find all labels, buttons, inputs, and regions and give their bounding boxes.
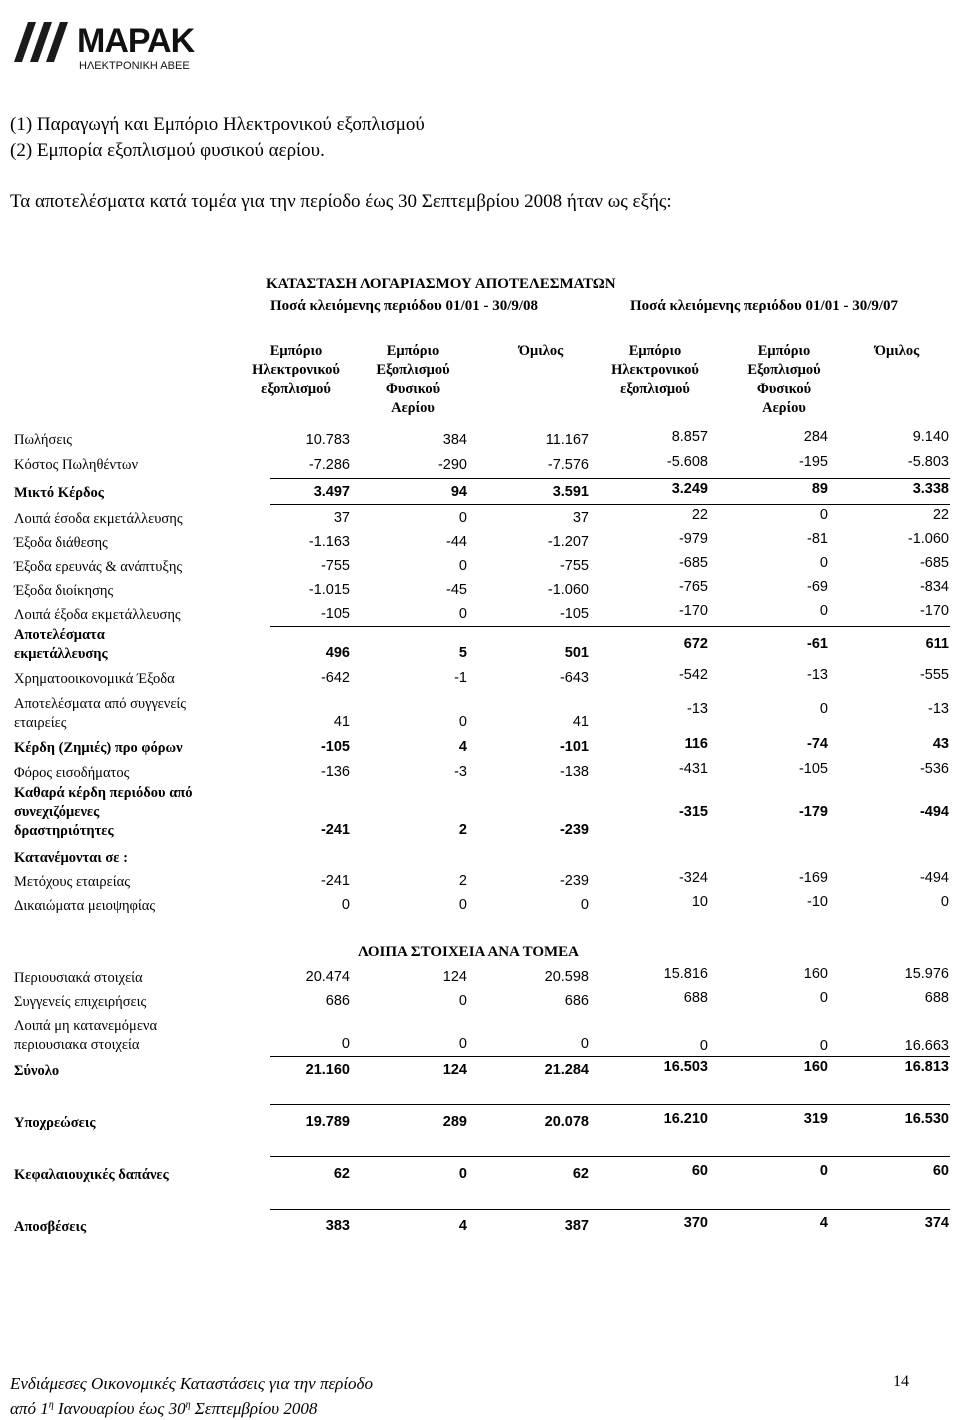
income-row-14-label-line-3: δραστηριότητες <box>14 823 114 839</box>
income-row-3-value-2: 94 <box>450 484 467 500</box>
income-row-8-value-4: -170 <box>678 603 708 619</box>
income-row-5-value-3: -1.207 <box>547 534 589 550</box>
segments-row-7-value-5: 4 <box>819 1215 828 1231</box>
segments-row-6-value-1: 62 <box>333 1166 350 1182</box>
income-row-9-value-2: 5 <box>458 645 467 661</box>
segments-row-5-value-1: 19.789 <box>305 1114 350 1130</box>
column-header-2-line-1: Εμπόριο <box>386 343 440 359</box>
segments-row-5-value-6: 16.530 <box>904 1111 949 1127</box>
segments-row-2-value-6: 688 <box>924 990 949 1006</box>
income-row-3-label: Μικτό Κέρδος <box>14 485 104 501</box>
income-row-5-value-4: -979 <box>678 531 708 547</box>
income-row-11-value-4: -13 <box>687 701 708 717</box>
income-row-11-value-5: 0 <box>819 701 828 717</box>
income-row-1-value-6: 9.140 <box>912 429 949 445</box>
income-row-8-label: Λοιπά έξοδα εκμετάλλευσης <box>14 607 181 623</box>
segments-row-2-value-5: 0 <box>819 990 828 1006</box>
income-row-15-label: Κατανέμονται σε : <box>14 850 128 866</box>
period-heading-2008: Ποσά κλειόμενης περιόδου 01/01 - 30/9/08 <box>270 298 539 314</box>
footer-period-text: από $1^\eta$ Ιανουαρίου έως $30^\eta$ Σεπτεμβρίου 2008 <box>10 1398 318 1418</box>
segments-row-4-value-3: 21.284 <box>544 1062 589 1078</box>
income-row-1-label: Πωλήσεις <box>14 432 73 448</box>
income-row-8-value-1: -105 <box>320 606 350 622</box>
income-row-2-value-1: -7.286 <box>308 457 350 473</box>
income-row-12-value-3: -101 <box>559 739 589 755</box>
income-row-4-value-2: 0 <box>458 510 467 526</box>
income-row-14-value-5: -179 <box>798 804 828 820</box>
income-row-14-value-3: -239 <box>559 822 589 838</box>
income-row-2-value-4: -5.608 <box>666 454 708 470</box>
income-row-12-value-2: 4 <box>458 739 467 755</box>
income-row-16-label: Μετόχους εταιρείας <box>14 874 130 890</box>
column-header-5-line-3: Φυσικού <box>756 381 812 397</box>
column-header-5-line-1: Εμπόριο <box>757 343 811 359</box>
income-row-4-rule <box>270 504 950 505</box>
income-row-1-value-5: 284 <box>803 429 828 445</box>
income-row-17-value-2: 0 <box>458 897 467 913</box>
income-statement-title: ΚΑΤΑΣΤΑΣΗ ΛΟΓΑΡΙΑΣΜΟΥ ΑΠΟΤΕΛΕΣΜΑΤΩΝ <box>266 276 616 292</box>
income-row-14-value-2: 2 <box>458 822 467 838</box>
income-row-6-value-6: -685 <box>919 555 949 571</box>
income-row-10-value-5: -13 <box>807 667 828 683</box>
income-row-5-value-1: -1.163 <box>308 534 350 550</box>
segments-row-3-value-1: 0 <box>341 1036 350 1052</box>
segments-row-1-value-4: 15.816 <box>663 966 708 982</box>
footer-title-line-2 <box>10 1394 317 1420</box>
segments-row-3-value-4: 0 <box>699 1038 708 1054</box>
segments-row-2-value-1: 686 <box>325 993 350 1009</box>
segments-row-1-value-2: 124 <box>442 969 467 985</box>
income-row-9-rule <box>270 626 950 627</box>
segments-row-1-value-5: 160 <box>803 966 828 982</box>
column-header-1-line-1: Εμπόριο <box>269 343 323 359</box>
column-header-4-line-2: Ηλεκτρονικού <box>611 362 699 378</box>
page-number: 14 <box>893 1373 909 1390</box>
income-row-7-label: Έξοδα διοίκησης <box>14 583 114 599</box>
column-header-4-line-3: εξοπλισμού <box>620 381 690 397</box>
logo-name: ΜΑΡΑΚ <box>77 22 195 60</box>
income-row-11-value-3: 41 <box>572 714 589 730</box>
income-row-7-value-3: -1.060 <box>547 582 589 598</box>
segments-row-1-value-1: 20.474 <box>305 969 350 985</box>
income-row-12-value-4: 116 <box>684 736 708 752</box>
income-row-5-value-6: -1.060 <box>907 531 949 547</box>
income-row-17-label: Δικαιώματα μειοψηφίας <box>14 898 156 914</box>
footer-title-line-1: Ενδιάμεσες Οικονομικές Καταστάσεις για την περίοδο <box>10 1374 373 1393</box>
income-row-11-value-2: 0 <box>458 714 467 730</box>
segments-row-3-label-line-1: Λοιπά μη κατανεμόμενα <box>14 1018 158 1034</box>
income-row-13-label: Φόρος εισοδήματος <box>14 765 130 781</box>
income-row-16-value-3: -239 <box>559 873 589 889</box>
segments-row-3-value-2: 0 <box>458 1036 467 1052</box>
segments-row-4-value-1: 21.160 <box>305 1062 350 1078</box>
income-row-8-value-3: -105 <box>559 606 589 622</box>
income-row-16-value-6: -494 <box>919 870 949 886</box>
segments-row-2-value-2: 0 <box>458 993 467 1009</box>
income-row-6-value-1: -755 <box>320 558 350 574</box>
income-row-3-value-6: 3.338 <box>912 481 949 497</box>
income-row-10-value-2: -1 <box>454 670 467 686</box>
segments-row-7-value-6: 374 <box>924 1215 949 1231</box>
segments-row-6-rule <box>270 1156 950 1157</box>
income-row-17-value-4: 10 <box>691 894 708 910</box>
segments-row-1-value-3: 20.598 <box>544 969 589 985</box>
income-row-9-value-1: 496 <box>325 645 350 661</box>
income-row-8-value-6: -170 <box>919 603 949 619</box>
income-row-7-value-4: -765 <box>678 579 708 595</box>
income-row-4-value-4: 22 <box>691 507 708 523</box>
segments-row-6-value-4: 60 <box>691 1163 708 1179</box>
income-row-16-value-2: 2 <box>458 873 467 889</box>
segments-row-6-value-6: 60 <box>932 1163 949 1179</box>
income-row-1-value-1: 10.783 <box>305 432 350 448</box>
segments-row-3-label-line-2: περιουσιακα στοιχεία <box>14 1037 140 1053</box>
income-row-12-label: Κέρδη (Ζημιές) προ φόρων <box>14 740 183 756</box>
income-row-3-rule <box>270 478 950 479</box>
segments-row-1-value-6: 15.976 <box>904 966 949 982</box>
income-row-7-value-2: -45 <box>446 582 467 598</box>
income-row-2-value-5: -195 <box>798 454 828 470</box>
income-row-4-label: Λοιπά έσοδα εκμετάλλευσης <box>14 511 183 527</box>
segments-row-5-value-4: 16.210 <box>663 1111 708 1127</box>
income-row-12-value-1: -105 <box>320 739 350 755</box>
segments-row-5-rule <box>270 1104 950 1105</box>
column-header-5-line-4: Αερίου <box>762 400 806 416</box>
income-row-9-value-5: -61 <box>807 636 828 652</box>
income-row-12-value-5: -74 <box>807 736 828 752</box>
company-logo <box>0 0 230 80</box>
segments-row-1-label: Περιουσιακά στοιχεία <box>14 970 143 986</box>
segments-row-6-value-5: 0 <box>819 1163 828 1179</box>
segments-row-4-value-5: 160 <box>803 1059 828 1075</box>
marak-logo-icon <box>10 18 70 66</box>
income-row-14-label-line-2: συνεχιζόμενες <box>14 804 100 820</box>
segments-row-7-value-1: 383 <box>325 1218 350 1234</box>
income-row-8-value-5: 0 <box>819 603 828 619</box>
segments-row-4-value-2: 124 <box>442 1062 467 1078</box>
segments-row-2-label: Συγγενείς επιχειρήσεις <box>14 994 147 1010</box>
intro-line-2: (2) Εμπορία εξοπλισμού φυσικού αερίου. <box>10 140 325 161</box>
income-row-9-value-6: 611 <box>925 636 949 652</box>
segments-row-3-value-5: 0 <box>819 1038 828 1054</box>
income-row-10-value-4: -542 <box>678 667 708 683</box>
segments-row-3-value-6: 16.663 <box>904 1038 949 1054</box>
income-row-2-label: Κόστος Πωληθέντων <box>14 457 139 473</box>
segments-row-4-label: Σύνολο <box>14 1063 60 1079</box>
income-row-1-value-4: 8.857 <box>671 429 708 445</box>
column-header-3-line-1: Όμιλος <box>518 343 564 359</box>
segments-row-6-label: Κεφαλαιουχικές δαπάνες <box>14 1167 169 1183</box>
segments-row-5-label: Υποχρεώσεις <box>14 1115 96 1131</box>
income-row-3-value-1: 3.497 <box>313 484 350 500</box>
income-row-7-value-5: -69 <box>807 579 828 595</box>
income-row-9-value-4: 672 <box>683 636 708 652</box>
segments-row-7-value-2: 4 <box>458 1218 467 1234</box>
income-row-10-value-3: -643 <box>559 670 589 686</box>
segments-row-6-value-2: 0 <box>458 1166 467 1182</box>
segments-row-2-value-3: 686 <box>564 993 589 1009</box>
column-header-2-line-2: Εξοπλισμού <box>376 362 450 378</box>
segments-row-4-value-6: 16.813 <box>904 1059 949 1075</box>
income-row-6-value-4: -685 <box>678 555 708 571</box>
income-row-13-value-5: -105 <box>798 761 828 777</box>
income-row-2-value-3: -7.576 <box>547 457 589 473</box>
intro-line-3: Τα αποτελέσματα κατά τομέα για την περίοδο έως 30 Σεπτεμβρίου 2008 ήταν ως εξής: <box>10 191 672 212</box>
income-row-1-value-3: 11.167 <box>545 432 589 448</box>
income-row-17-value-1: 0 <box>341 897 350 913</box>
income-row-2-value-6: -5.803 <box>907 454 949 470</box>
income-row-4-value-6: 22 <box>932 507 949 523</box>
income-row-14-value-6: -494 <box>919 804 949 820</box>
segments-row-5-value-2: 289 <box>442 1114 467 1130</box>
income-row-14-value-1: -241 <box>320 822 350 838</box>
column-header-2-line-3: Φυσικού <box>385 381 441 397</box>
segments-row-7-rule <box>270 1209 950 1210</box>
income-row-7-value-6: -834 <box>919 579 949 595</box>
segments-row-3-value-3: 0 <box>580 1036 589 1052</box>
income-row-13-value-2: -3 <box>454 764 467 780</box>
income-row-13-value-4: -431 <box>678 761 708 777</box>
column-header-1-line-2: Ηλεκτρονικού <box>252 362 340 378</box>
income-row-10-value-6: -555 <box>919 667 949 683</box>
income-row-4-value-5: 0 <box>819 507 828 523</box>
income-row-16-value-4: -324 <box>678 870 708 886</box>
segments-row-7-value-4: 370 <box>683 1215 708 1231</box>
income-row-11-label-line-2: εταιρείες <box>14 715 67 731</box>
income-row-2-value-2: -290 <box>437 457 467 473</box>
income-row-4-value-3: 37 <box>572 510 589 526</box>
income-row-9-label-line-1: Αποτελέσματα <box>14 627 105 643</box>
income-row-17-value-6: 0 <box>940 894 949 910</box>
income-row-5-value-5: -81 <box>807 531 828 547</box>
income-row-1-value-2: 384 <box>442 432 467 448</box>
income-row-11-value-1: 41 <box>333 714 350 730</box>
segments-row-6-value-3: 62 <box>572 1166 589 1182</box>
intro-line-1: (1) Παραγωγή και Εμπόριο Ηλεκτρονικού εξοπλισμού <box>10 114 425 135</box>
segments-row-2-value-4: 688 <box>683 990 708 1006</box>
column-header-2-line-4: Αερίου <box>391 400 435 416</box>
income-row-6-value-2: 0 <box>458 558 467 574</box>
logo-subtitle: ΗΛΕΚΤΡΟΝΙΚΗ ΑΒΕΕ <box>79 60 190 72</box>
income-row-10-label: Χρηματοοικονομικά Έξοδα <box>14 671 175 687</box>
income-row-13-value-1: -136 <box>320 764 350 780</box>
column-header-5-line-2: Εξοπλισμού <box>747 362 821 378</box>
income-row-11-value-6: -13 <box>928 701 949 717</box>
income-row-14-value-4: -315 <box>678 804 708 820</box>
income-row-3-value-3: 3.591 <box>552 484 589 500</box>
income-row-12-value-6: 43 <box>932 736 949 752</box>
income-row-17-value-3: 0 <box>580 897 589 913</box>
segments-title: ΛΟΙΠΑ ΣΤΟΙΧΕΙΑ ΑΝΑ ΤΟΜΕΑ <box>358 944 580 960</box>
income-row-7-value-1: -1.015 <box>308 582 350 598</box>
income-row-5-value-2: -44 <box>446 534 467 550</box>
income-row-3-value-4: 3.249 <box>671 481 708 497</box>
income-row-16-value-1: -241 <box>320 873 350 889</box>
segments-row-4-value-4: 16.503 <box>663 1059 708 1075</box>
income-row-13-value-6: -536 <box>919 761 949 777</box>
column-header-6-line-1: Όμιλος <box>874 343 920 359</box>
income-row-10-value-1: -642 <box>320 670 350 686</box>
income-row-14-label-line-1: Καθαρά κέρδη περιόδου από <box>14 785 193 801</box>
income-row-16-value-5: -169 <box>798 870 828 886</box>
income-row-4-value-1: 37 <box>333 510 350 526</box>
segments-row-7-label: Αποσβέσεις <box>14 1219 87 1235</box>
income-row-11-label-line-1: Αποτελέσματα από συγγενείς <box>14 696 187 712</box>
segments-row-7-value-3: 387 <box>564 1218 589 1234</box>
income-row-17-value-5: -10 <box>807 894 828 910</box>
income-row-13-value-3: -138 <box>559 764 589 780</box>
column-header-1-line-3: εξοπλισμού <box>261 381 331 397</box>
income-row-6-value-3: -755 <box>559 558 589 574</box>
income-row-6-label: Έξοδα ερευνάς & ανάπτυξης <box>14 559 183 575</box>
segments-row-4-rule <box>270 1056 950 1057</box>
column-header-4-line-1: Εμπόριο <box>628 343 682 359</box>
income-row-9-label-line-2: εκμετάλλευσης <box>14 646 108 662</box>
period-heading-2007: Ποσά κλειόμενης περιόδου 01/01 - 30/9/07 <box>630 298 899 314</box>
income-row-3-value-5: 89 <box>811 481 828 497</box>
income-row-5-label: Έξοδα διάθεσης <box>14 535 108 551</box>
income-row-6-value-5: 0 <box>819 555 828 571</box>
segments-row-5-value-3: 20.078 <box>544 1114 589 1130</box>
income-row-9-value-3: 501 <box>564 645 589 661</box>
segments-row-5-value-5: 319 <box>803 1111 828 1127</box>
income-row-8-value-2: 0 <box>458 606 467 622</box>
